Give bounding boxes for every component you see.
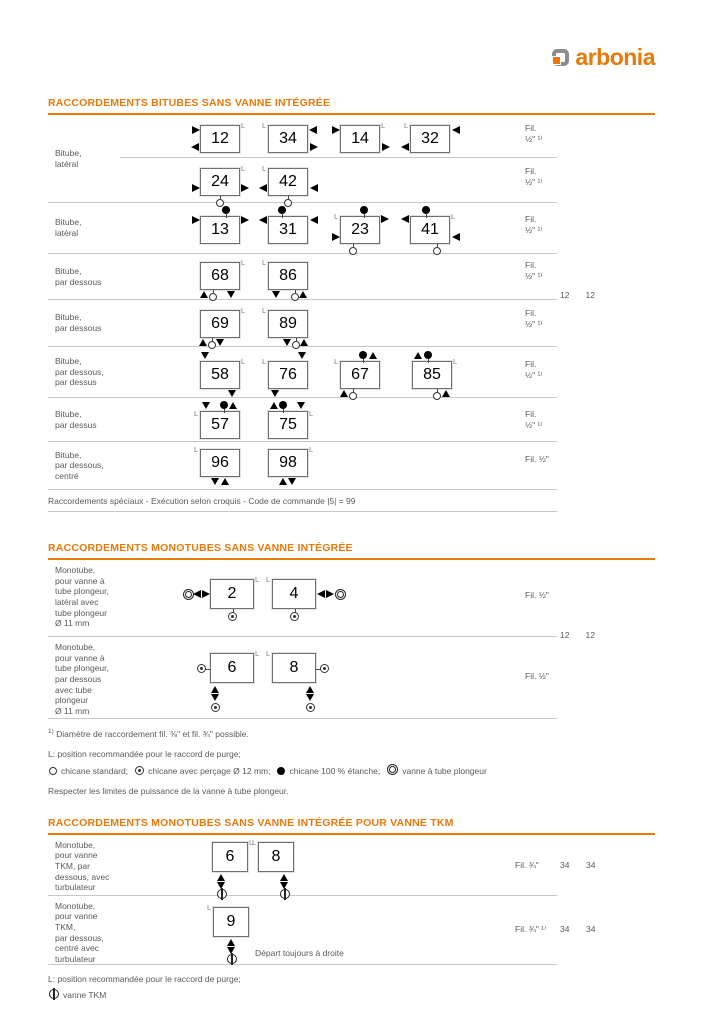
diagram-canvas — [120, 896, 520, 964]
arrow-up-down-icon — [306, 686, 315, 701]
row-diagrams — [120, 835, 596, 895]
connection-box-32 — [404, 121, 450, 153]
arrow-down-icon — [271, 390, 279, 397]
connection-code: 23 — [351, 221, 369, 238]
footnote-vanne-tkm — [48, 989, 655, 1001]
section-heading-bitube: RACCORDEMENTS BITUBES SANS VANNE INTÉGRÉE — [48, 97, 655, 115]
row-label: Monotube, pour vanne à tube plongeur, par dessous avec tube plongeur Ø 11 mm — [55, 642, 109, 716]
arrow-right-icon — [381, 215, 389, 223]
connection-code: 89 — [279, 315, 297, 332]
chicane-etanche-icon — [422, 206, 430, 214]
arrow-left-icon — [317, 590, 325, 598]
connection-box-23 — [334, 212, 380, 244]
legend-text: chicane standard; — [61, 765, 129, 776]
diagram-canvas — [120, 203, 520, 253]
purge-position-mark: L — [404, 121, 409, 130]
connection-box-9 — [207, 902, 249, 937]
diagram-subrow — [120, 254, 557, 299]
connection-code: 67 — [351, 366, 369, 383]
diagram-subrow — [120, 158, 557, 202]
arrow-down-icon — [298, 352, 306, 359]
connector-stem — [212, 338, 213, 342]
purge-position-mark: L — [241, 357, 246, 366]
page-ref: 34 — [560, 859, 570, 870]
connection-code: 14 — [351, 130, 369, 147]
connector-stem — [426, 214, 427, 218]
connection-code: 12 — [211, 130, 229, 147]
thread-size-label: Fil. ½" — [525, 671, 549, 681]
symbols-legend — [48, 764, 655, 777]
arrow-left-icon — [310, 184, 318, 192]
diagram-canvas — [120, 398, 520, 441]
chicane-percage-icon — [320, 664, 329, 673]
connection-box-68 — [200, 258, 246, 290]
purge-position-mark: L — [194, 409, 199, 418]
connection-row — [48, 896, 596, 966]
connector-stem — [296, 338, 297, 342]
connector-stem — [224, 409, 225, 413]
purge-position-mark: L — [309, 445, 314, 454]
brand-name: arbonia — [575, 44, 655, 70]
connector-stem — [283, 409, 284, 413]
connection-code: 98 — [279, 454, 297, 471]
arrow-right-icon — [310, 143, 318, 151]
row-label: Bitube, par dessus — [55, 408, 97, 430]
purge-position-mark: L — [381, 121, 386, 130]
row-label: Bitube, par dessous, centré — [55, 449, 104, 481]
arbonia-logo — [552, 46, 655, 69]
chicane-percage-icon — [197, 664, 206, 673]
chicane-etanche-icon — [278, 206, 286, 214]
chicane-etanche-icon — [360, 206, 368, 214]
purge-position-mark: L — [241, 121, 246, 130]
arrow-up-icon — [229, 402, 237, 409]
special-connections-note: Raccordements spéciaux - Exécution selon croquis - Code de commande |5| = 99 — [48, 490, 557, 512]
arrow-right-icon — [241, 216, 249, 224]
connection-code: 6 — [227, 659, 237, 676]
diagram-subrow — [120, 835, 596, 895]
connection-row — [48, 560, 557, 637]
arrow-left-icon — [452, 126, 460, 134]
tkm-table — [48, 835, 655, 966]
connection-code: 96 — [211, 454, 229, 471]
diagram-subrow — [120, 347, 557, 397]
arrow-up-icon — [340, 390, 348, 397]
diagram-canvas — [120, 560, 520, 636]
connection-code: 24 — [211, 173, 229, 190]
row-diagrams — [120, 203, 557, 253]
arrow-right-icon — [241, 184, 249, 192]
connection-row — [48, 398, 557, 442]
thread-size-label: Fil. ½" ¹⁾ — [525, 359, 543, 381]
page-ref: 34 — [586, 859, 596, 870]
arrow-right-icon — [192, 216, 200, 224]
arrow-up-icon — [414, 352, 422, 359]
page-content — [48, 0, 655, 1001]
arrow-right-icon — [192, 126, 200, 134]
connection-box-58 — [200, 357, 246, 389]
row-label: Monotube, pour vanne TKM, par dessous, centré avec turbulateur — [55, 900, 104, 964]
page-ref: 12 — [585, 290, 595, 300]
connector-stem — [364, 214, 365, 218]
connection-box-2 — [210, 575, 260, 609]
diagram-subrow — [120, 560, 557, 636]
connection-box-75 — [268, 409, 314, 439]
connector-stem — [220, 196, 221, 200]
purge-position-mark: L — [262, 357, 267, 366]
vanne-tkm-icon — [49, 989, 59, 999]
section-heading-monotube: RACCORDEMENTS MONOTUBES SANS VANNE INTÉGRÉE — [48, 542, 655, 560]
purge-position-mark: L — [309, 409, 314, 418]
connection-box-67 — [334, 357, 380, 389]
diagram-subrow — [120, 896, 596, 964]
connection-code: 75 — [279, 416, 297, 433]
connection-box-8 — [266, 649, 316, 683]
connection-box-86 — [262, 258, 308, 290]
arrow-down-icon — [201, 352, 209, 359]
footnote-vanne-tkm-text: vanne TKM — [63, 989, 107, 1000]
arrow-up-icon — [279, 478, 287, 485]
footnote-limites: Respecter les limites de puissance de la vanne à tube plongeur. — [48, 786, 289, 797]
purge-position-mark: L — [262, 121, 267, 130]
connection-row — [48, 637, 557, 719]
vanne-tkm-icon — [227, 954, 237, 964]
connection-code: 41 — [421, 221, 439, 238]
arrow-down-icon — [228, 390, 236, 397]
purge-position-mark: L — [262, 306, 267, 315]
connection-code: 57 — [211, 416, 229, 433]
arrow-up-down-icon — [280, 874, 289, 889]
purge-position-mark: L — [249, 837, 254, 847]
chicane-percage-icon — [228, 612, 237, 621]
connector-stem — [363, 359, 364, 363]
purge-position-mark: L — [451, 212, 456, 221]
connection-code: 85 — [423, 366, 441, 383]
connector-stem — [205, 669, 210, 670]
diagram-subrow — [120, 442, 557, 489]
connection-box-4 — [266, 575, 316, 609]
connector-stem — [437, 389, 438, 393]
row-label: Monotube, pour vanne TKM, par dessous, avec turbulateur — [55, 839, 110, 893]
monotube-table — [48, 560, 655, 719]
connection-code: 9 — [226, 912, 236, 930]
page-ref: 12 — [585, 630, 595, 640]
arrow-up-icon — [221, 478, 229, 485]
connection-code: 8 — [271, 847, 281, 865]
purge-position-mark: L — [241, 306, 246, 315]
connector-stem — [353, 389, 354, 393]
connection-code: 76 — [279, 366, 297, 383]
thread-size-label: Fil. ¾" ¹⁾ — [515, 923, 547, 934]
chicane-etanche-icon — [424, 351, 432, 359]
arrow-left-icon — [191, 143, 199, 151]
chicane-etanche-icon — [359, 351, 367, 359]
connection-box-98 — [268, 445, 314, 477]
diagram-subrow — [120, 398, 557, 441]
diagram-subrow — [120, 300, 557, 346]
thread-size-label: Fil. ½" — [525, 590, 549, 600]
thread-size-label: Fil. ½" ¹⁾ — [525, 308, 543, 330]
purge-position-mark: L — [255, 575, 260, 584]
purge-position-mark: L — [207, 902, 212, 912]
connection-code: 42 — [279, 173, 297, 190]
arrow-down-icon — [216, 339, 224, 346]
purge-position-mark: L — [255, 649, 260, 658]
connection-box-76 — [262, 357, 308, 389]
diagram-subrow — [120, 115, 557, 158]
row-diagrams — [120, 347, 557, 397]
purge-position-mark: L — [266, 575, 271, 584]
row-label: Bitube, par dessous — [55, 312, 102, 333]
tkm-footnotes — [48, 974, 655, 1001]
row-label: Bitube, latéral — [55, 217, 82, 238]
row-label: Monotube, pour vanne à tube plongeur, latéral avec tube plongeur Ø 11 mm — [55, 565, 109, 629]
arrow-up-down-icon — [211, 686, 220, 701]
diagram-canvas — [120, 442, 520, 489]
diagram-canvas — [120, 637, 520, 718]
depart-note: Départ toujours à droite — [255, 947, 344, 958]
connection-box-34 — [262, 121, 308, 153]
connection-code: 13 — [211, 221, 229, 238]
footnote-purge-tkm: L: position recommandée pour le raccord de purge; — [48, 974, 241, 985]
footnote-diameter-text: Diamètre de raccordement fil. ⅜" et fil. ¾" possible. — [56, 728, 249, 739]
connection-box-42 — [262, 164, 308, 196]
arrow-up-down-icon — [227, 939, 236, 954]
purge-position-mark: L — [252, 837, 257, 847]
diagram-canvas — [120, 115, 520, 157]
arrow-left-icon — [401, 215, 409, 223]
arrow-left-icon — [310, 216, 318, 224]
section-heading-tkm: RACCORDEMENTS MONOTUBES SANS VANNE INTÉGRÉE POUR VANNE TKM — [48, 817, 655, 835]
thread-size-label: Fil. ¾" — [515, 859, 539, 870]
diagram-subrow — [120, 203, 557, 253]
thread-size-label: Fil. ½" ¹⁾ — [525, 123, 543, 145]
connection-code: 4 — [289, 585, 299, 602]
chicane-etanche-icon — [277, 767, 285, 775]
connection-code: 58 — [211, 366, 229, 383]
connection-row — [48, 300, 557, 347]
bitube-table — [48, 115, 655, 512]
arrow-left-icon — [259, 216, 267, 224]
connection-row — [48, 442, 557, 490]
connection-code: 31 — [279, 221, 297, 238]
monotube-footnotes — [48, 728, 655, 798]
arrow-up-icon — [300, 339, 308, 346]
footnote-diameter — [48, 728, 655, 740]
diagram-subrow — [120, 637, 557, 718]
purge-position-mark: L — [334, 212, 339, 221]
row-label: Bitube, latéral — [55, 147, 82, 169]
arrow-up-icon — [442, 390, 450, 397]
legend-text: chicane 100 % étanche; — [289, 765, 381, 776]
page-ref: 34 — [560, 923, 570, 934]
chicane-etanche-icon — [279, 401, 287, 409]
arrow-right-icon — [332, 126, 340, 134]
arrow-down-icon — [211, 478, 219, 485]
connection-code: 2 — [227, 585, 237, 602]
chicane-percage-icon — [306, 703, 315, 712]
chicane-percage-icon — [135, 766, 144, 775]
page-ref: 12 — [560, 290, 570, 300]
arrow-down-icon — [297, 402, 305, 409]
arrow-up-icon — [200, 291, 208, 298]
connection-row — [48, 203, 557, 254]
connection-code: 34 — [279, 130, 297, 147]
arrow-left-icon — [401, 143, 409, 151]
row-label: Bitube, par dessous, par dessus — [55, 356, 104, 388]
connection-box-8 — [252, 837, 294, 872]
legend-text: vanne à tube plongeur — [402, 765, 487, 776]
connection-box-96 — [194, 445, 240, 477]
connection-row — [48, 347, 557, 398]
row-diagrams — [120, 896, 596, 965]
connection-code: 8 — [289, 659, 299, 676]
connection-code: 6 — [225, 847, 235, 865]
margin-page-refs — [560, 290, 595, 300]
connection-row — [48, 835, 596, 896]
chicane-standard-icon — [49, 767, 57, 775]
arbonia-logo-icon — [552, 49, 569, 66]
arrow-right-icon — [192, 184, 200, 192]
chicane-percage-icon — [290, 612, 299, 621]
arrow-up-icon — [199, 339, 207, 346]
connector-stem — [213, 290, 214, 294]
vanne-tube-plongeur-icon — [387, 764, 398, 775]
purge-position-mark: L — [266, 649, 271, 658]
connection-box-89 — [262, 306, 308, 338]
arrow-right-icon — [332, 233, 340, 241]
chicane-etanche-icon — [220, 401, 228, 409]
diagram-canvas — [120, 158, 520, 202]
connection-code: 86 — [279, 267, 297, 284]
row-diagrams — [120, 442, 557, 489]
arrow-down-icon — [227, 291, 235, 298]
connection-box-41 — [410, 212, 456, 244]
connector-stem — [233, 609, 234, 613]
page-ref: 12 — [560, 630, 570, 640]
connection-box-6 — [212, 837, 254, 872]
connection-code: 69 — [211, 315, 229, 332]
purge-position-mark: L — [334, 357, 339, 366]
connection-code: 68 — [211, 267, 229, 284]
thread-size-label: Fil. ½" ¹⁾ — [525, 260, 543, 282]
thread-size-label: Fil. ½" ¹⁾ — [525, 166, 543, 188]
margin-page-refs — [560, 630, 595, 640]
connection-row — [48, 115, 557, 203]
purge-position-mark: L — [241, 258, 246, 267]
connector-stem — [295, 609, 296, 613]
row-label: Bitube, par dessous — [55, 265, 102, 287]
diagram-canvas — [120, 835, 520, 895]
thread-size-label: Fil. ½" — [525, 454, 549, 464]
connection-box-57 — [194, 409, 240, 439]
row-diagrams — [120, 560, 557, 636]
thread-size-label: Fil. ½" ¹⁾ — [525, 214, 543, 236]
arrow-up-icon — [369, 352, 377, 359]
page-ref: 34 — [586, 923, 596, 934]
thread-size-label: Fil. ½" ¹⁾ — [525, 409, 543, 431]
arrow-up-down-icon — [217, 874, 226, 889]
footnote-purge: L: position recommandée pour le raccord de purge; — [48, 749, 241, 760]
connection-box-85 — [412, 357, 458, 389]
connector-stem — [316, 669, 321, 670]
vanne-tube-plongeur-icon — [335, 589, 346, 600]
chicane-percage-icon — [211, 703, 220, 712]
arrow-right-icon — [382, 143, 390, 151]
connection-code: 32 — [421, 130, 439, 147]
purge-position-mark: L — [262, 164, 267, 173]
purge-position-mark: L — [194, 445, 199, 454]
connection-row — [48, 254, 557, 300]
connector-stem — [353, 244, 354, 248]
connector-stem — [295, 290, 296, 294]
row-diagrams — [120, 254, 557, 299]
arrow-right-icon — [326, 590, 334, 598]
row-diagrams — [120, 398, 557, 441]
arrow-left-icon — [193, 590, 201, 598]
connection-box-24 — [200, 164, 246, 196]
arrow-left-icon — [452, 233, 460, 241]
arrow-down-icon — [272, 291, 280, 298]
connection-box-13 — [200, 216, 240, 244]
connection-box-31 — [268, 216, 308, 244]
chicane-etanche-icon — [222, 206, 230, 214]
connector-stem — [428, 359, 429, 363]
purge-position-mark: L — [453, 357, 458, 366]
arrow-up-icon — [270, 402, 278, 409]
connector-stem — [282, 214, 283, 218]
diagram-canvas — [120, 300, 520, 346]
arrow-left-icon — [259, 184, 267, 192]
footnote-marker: 1) — [48, 728, 54, 735]
legend-text: chicane avec perçage Ø 12 mm; — [148, 765, 271, 776]
row-diagrams — [120, 637, 557, 718]
arrow-down-icon — [283, 339, 291, 346]
purge-position-mark: L — [262, 258, 267, 267]
arrow-down-icon — [202, 402, 210, 409]
diagram-canvas — [120, 347, 520, 397]
arrow-down-icon — [288, 478, 296, 485]
connection-box-6 — [210, 649, 260, 683]
arrow-right-icon — [202, 590, 210, 598]
connection-box-69 — [200, 306, 246, 338]
connection-box-14 — [340, 121, 386, 153]
purge-position-mark: L — [241, 164, 246, 173]
connection-box-12 — [200, 121, 246, 153]
connector-stem — [226, 214, 227, 218]
arrow-left-icon — [309, 126, 317, 134]
connector-stem — [437, 244, 438, 248]
row-diagrams — [120, 300, 557, 346]
connector-stem — [288, 196, 289, 200]
row-diagrams — [120, 115, 557, 202]
arrow-up-icon — [299, 291, 307, 298]
diagram-canvas — [120, 254, 520, 299]
